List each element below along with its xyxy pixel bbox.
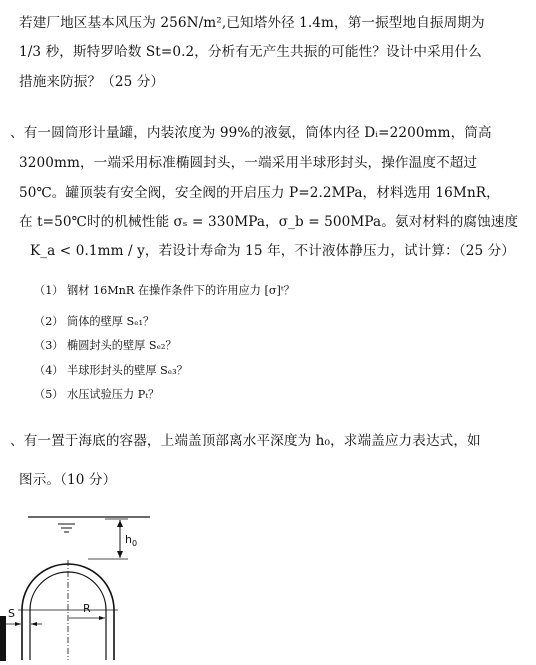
q2-line-1: 、有一圆筒形计量罐，内装浓度为 99%的液氨，筒体内径 Dᵢ=2200mm，筒高 [10,125,492,141]
h0-arrow-bottom [117,551,123,558]
q2-item-1: （1） 钢材 16MnR 在操作条件下的许用应力 [σ]ᵗ？ [34,284,295,297]
vessel-diagram [0,500,160,661]
q2-line-4: 在 t=50℃时的机械性能 σₛ = 330MPa，σ_b = 500MPa。氨对材料的腐蚀速度 [19,214,519,230]
s-arrow-right [31,622,37,626]
r-label: R [83,602,91,615]
q1-line-1: 若建厂地区基本风压为 256N/m²,已知塔外径 1.4m，第一振型地自振周期为 [19,15,485,31]
h0-label: $h_0$ [125,533,138,548]
q2-item-4: （4） 半球形封头的壁厚 Sₑ₃？ [34,364,188,377]
q2-item-5: （5） 水压试验压力 Pₜ？ [34,388,160,401]
q2-item-3: （3） 椭圆封头的壁厚 Sₑ₂？ [34,339,177,352]
q2-line-3: 50℃。罐顶装有安全阀，安全阀的开启压力 P=2.2MPa，材料选用 16MnR， [19,185,500,201]
q1-line-3: 措施来防振？（25 分） [19,74,165,90]
r-arrow [99,616,105,620]
s-arrow-left [15,622,21,626]
q2-line-5: K_a < 0.1mm / y，若设计寿命为 15 年，不计液体静压力，试计算：（25 分） [30,243,515,259]
scan-edge-mark [0,616,6,661]
vessel-figure [0,500,160,661]
q1-line-2: 1/3 秒，斯特罗哈数 St=0.2，分析有无产生共振的可能性？设计中采用什么 [19,44,482,60]
q2-item-2: （2） 筒体的壁厚 Sₑ₁？ [34,315,155,328]
q3-line-2: 图示。（10 分） [19,472,117,488]
s-label: S [8,607,15,620]
h0-arrow-top [117,520,123,527]
q3-line-1: 、有一置于海底的容器，上端盖顶部离水平深度为 h₀，求端盖应力表达式，如 [10,433,481,449]
q2-line-2: 3200mm，一端采用标准椭圆封头，一端采用半球形封头，操作温度不超过 [19,155,478,171]
